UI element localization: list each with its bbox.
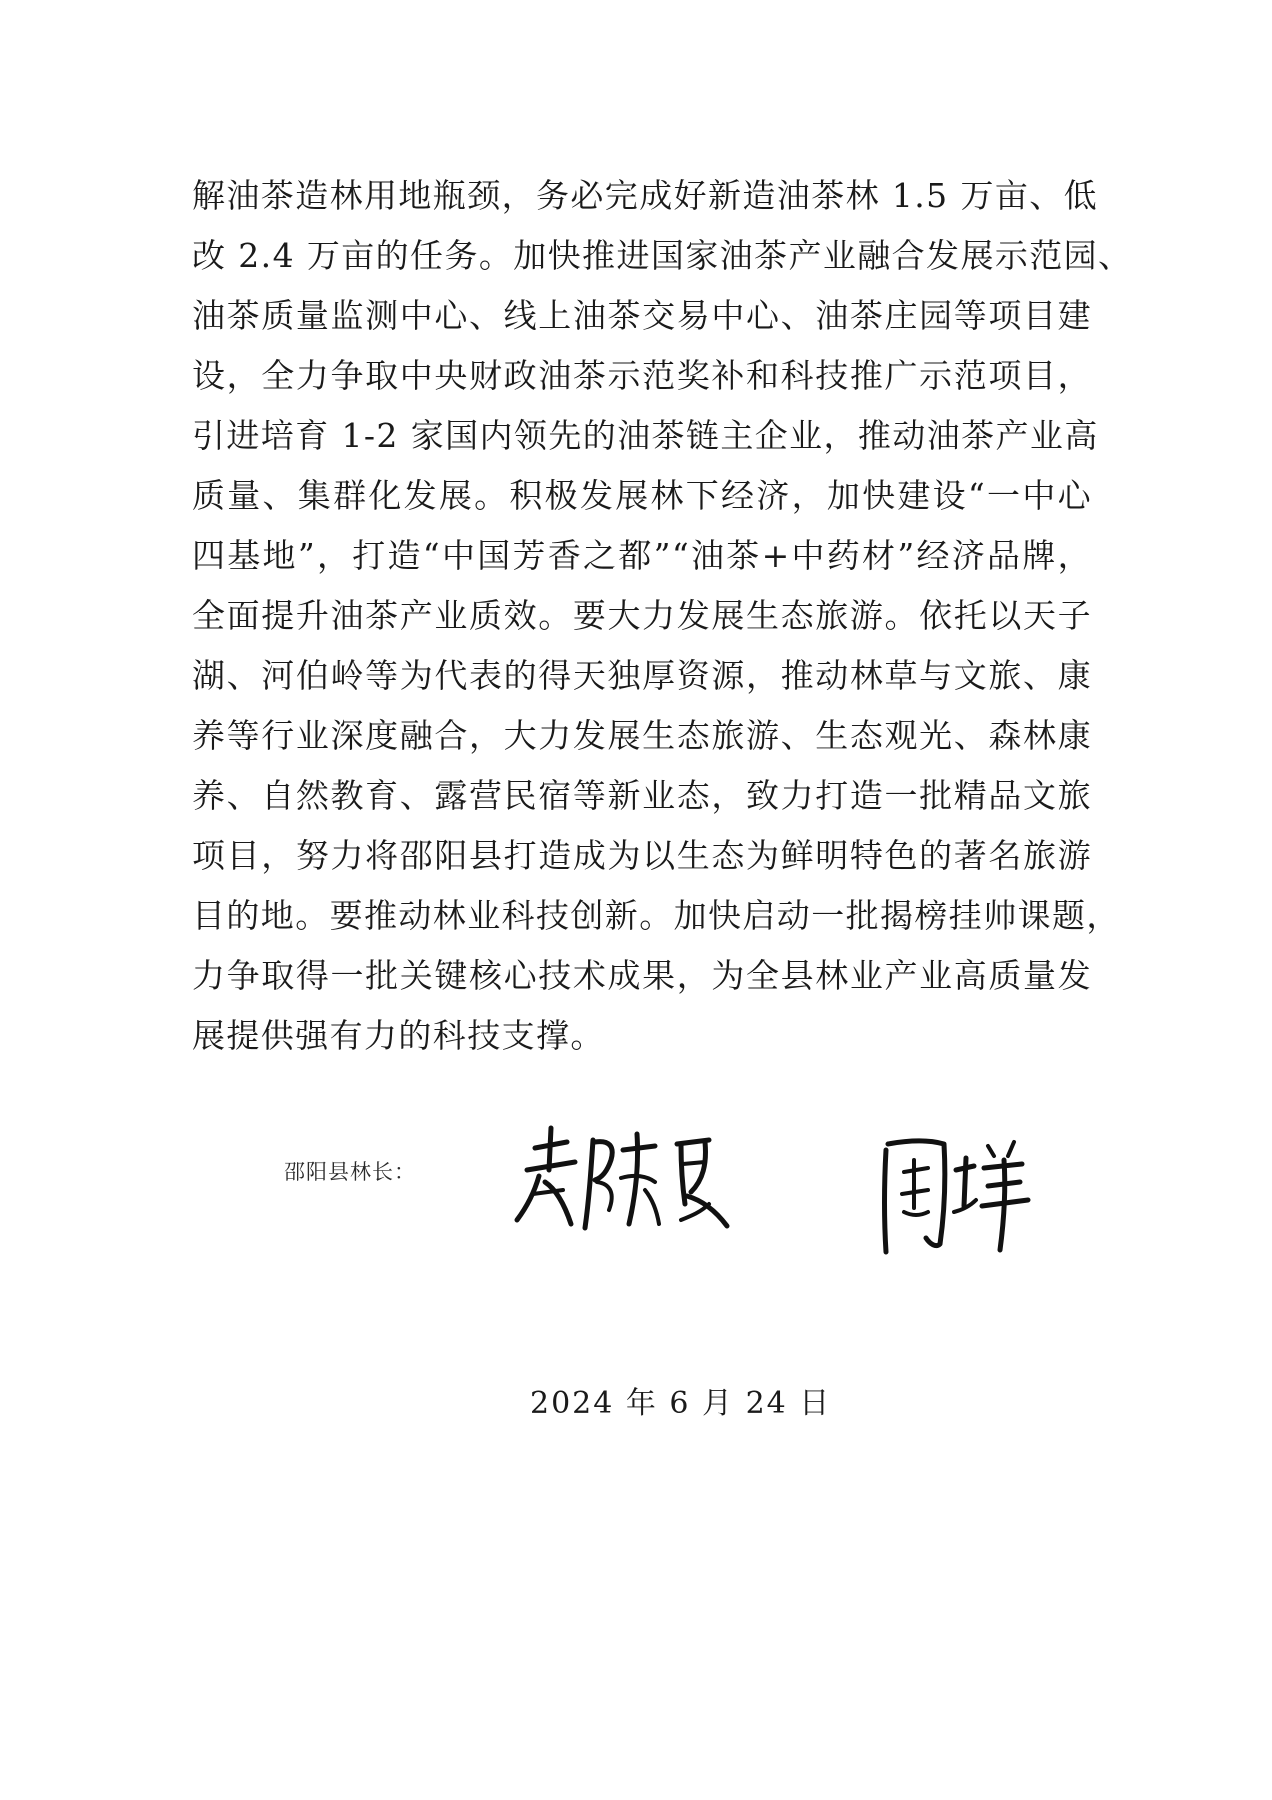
body-line: 质量、集群化发展。积极发展林下经济，加快建设“一中心: [192, 476, 1092, 515]
body-line: 设，全力争取中央财政油茶示范奖补和科技推广示范项目，: [192, 356, 1092, 395]
body-line: 湖、河伯岭等为代表的得天独厚资源，推动林草与文旅、康: [192, 656, 1092, 695]
body-line: 四基地”，打造“中国芳香之都”“油茶+中药材”经济品牌，: [192, 536, 1092, 575]
body-line: 油茶质量监测中心、线上油茶交易中心、油茶庄园等项目建: [192, 296, 1092, 335]
signature-block: [0, 1120, 1272, 1270]
body-line: 展提供强有力的科技支撑。: [192, 1016, 605, 1055]
body-line: 养、自然教育、露营民宿等新业态，致力打造一批精品文旅: [192, 776, 1092, 815]
body-line: 解油茶造林用地瓶颈，务必完成好新造油茶林 1.5 万亩、低: [192, 176, 1099, 215]
body-line: 项目，努力将邵阳县打造成为以生态为鲜明特色的著名旅游: [192, 836, 1092, 875]
body-line: 养等行业深度融合，大力发展生态旅游、生态观光、森林康: [192, 716, 1092, 755]
body-line: 力争取得一批关键核心技术成果，为全县林业产业高质量发: [192, 956, 1092, 995]
body-line: 引进培育 1-2 家国内领先的油茶链主企业，推动油茶产业高: [192, 416, 1099, 455]
body-line: 目的地。要推动林业科技创新。加快启动一批揭榜挂帅课题，: [192, 896, 1121, 935]
body-line: 全面提升油茶产业质效。要大力发展生态旅游。依托以天子: [192, 596, 1092, 635]
handwritten-signature-2: [870, 1120, 1040, 1260]
body-line: 改 2.4 万亩的任务。加快推进国家油茶产业融合发展示范园、: [192, 236, 1133, 275]
document-date: 2024 年 6 月 24 日: [530, 1386, 832, 1421]
body-text: [192, 166, 1133, 1066]
signature-label: 邵阳县林长：: [284, 1160, 416, 1184]
handwritten-signature-1: [505, 1120, 735, 1240]
